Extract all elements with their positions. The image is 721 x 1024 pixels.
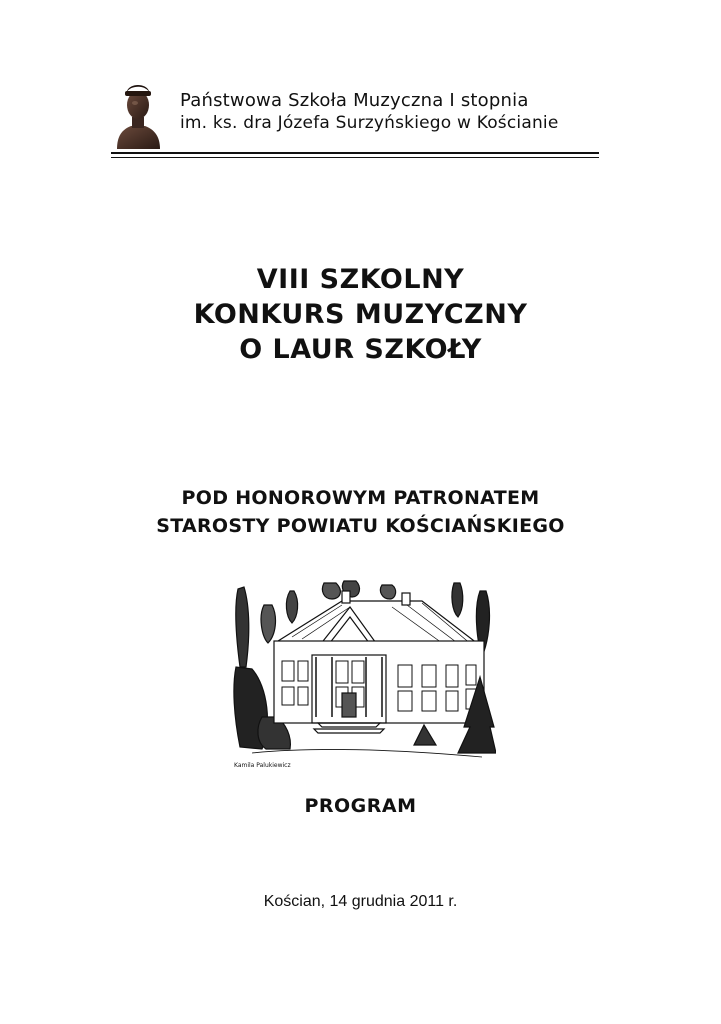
school-building-drawing [232,577,496,771]
header-rule-thin [111,157,599,158]
patronage-line2: STAROSTY POWIATU KOŚCIAŃSKIEGO [156,515,565,537]
place-date: Kościan, 14 grudnia 2011 r. [263,893,458,910]
title-line3: O LAUR SZKOŁY [239,334,482,365]
header-rule-thick [111,152,599,154]
drawing-signature: Kamila Palukiewicz [234,762,291,769]
title-line2: KONKURS MUZYCZNY [193,299,528,330]
bust-portrait-icon [113,79,163,151]
program-label: PROGRAM [304,795,417,817]
patronage-text [0,484,721,540]
school-name-line1: Państwowa Szkoła Muzyczna I stopnia [180,90,529,111]
school-name-line2: im. ks. dra Józefa Surzyńskiego w Kościanie [180,113,559,133]
contest-title [0,262,721,367]
school-name [180,90,610,134]
patronage-line1: POD HONOROWYM PATRONATEM [181,487,540,509]
title-line1: VIII SZKOLNY [256,264,465,295]
